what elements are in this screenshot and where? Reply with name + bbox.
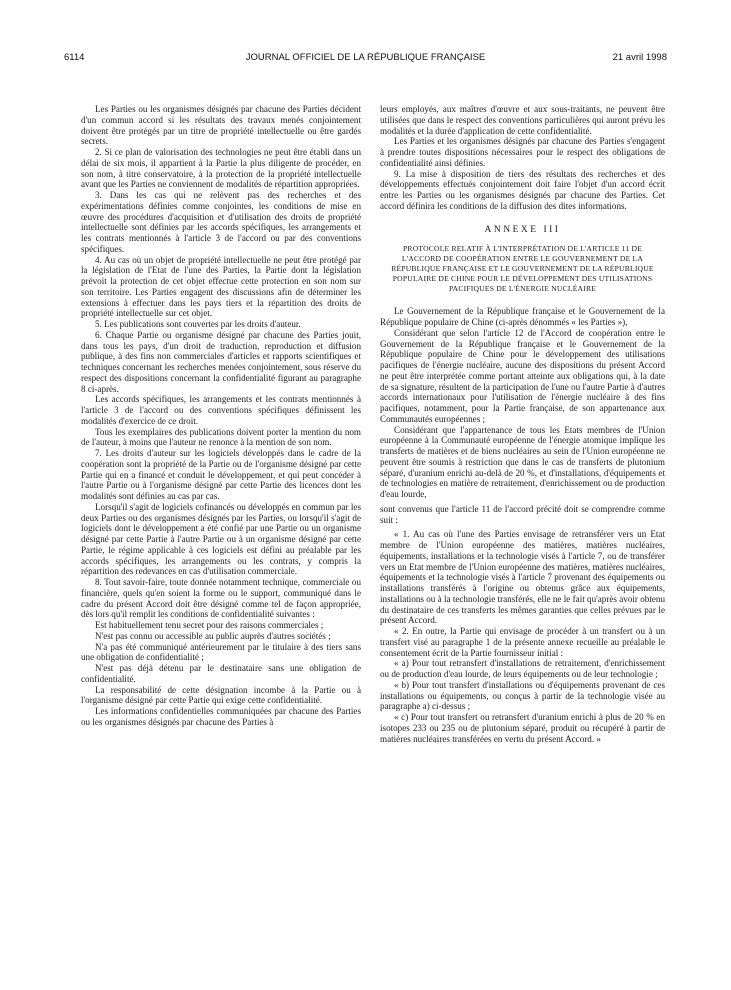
paragraph: 2. Si ce plan de valorisation des technologies ne peut être établi dans un délai de six mois, il appartient à la Partie la plus diligente de procéder, en son nom, à titre conservatoire, à la protection de la propriété intellectuelle avant que les Parties ne conviennent de modalités de répartition appropriées.: [81, 147, 361, 190]
journal-title: JOURNAL OFFICIEL DE LA RÉPUBLIQUE FRANÇAISE: [245, 52, 486, 63]
paragraph: sont convenus que l'article 11 de l'accord précité doit se comprendre comme suit :: [380, 503, 665, 525]
paragraph: « 2. En outre, la Partie qui envisage de procéder à un transfert ou à un transfert visé au paragraphe 1 de la présente annexe recueille au préalable le consentement écrit de la Partie fournisseur initial :: [380, 626, 665, 658]
paragraph: Lorsqu'il s'agit de logiciels cofinancés ou développés en commun par les deux Parties ou des organismes désignés par les Parties, ou lorsqu'il s'agit de logiciels dont le développement a été confié par une Partie ou un organisme désigné par cette Partie à l'autre Partie ou à un organisme désigné par cette Partie, le régime applicable à ces logiciels est défini au préalable par les accords spécifiques, les arrangements ou les contrats, y compris la répartition des redevances en cas d'utilisation commerciale.: [81, 501, 361, 577]
paragraph: 4. Au cas où un objet de propriété intellectuelle ne peut être protégé par la législation de l'Etat de l'une des Parties, la Partie dont la législation prévoit la protection de cet objet effectue cette protection en son nom sur son territoire. Les Parties engagent des discussions afin de déterminer les extensions à effectuer dans les pays tiers et la répartition des droits de propriété intellectuelle sur cet objet.: [81, 254, 361, 319]
paragraph: Les Parties et les organismes désignés par chacune des Parties s'engagent à prendre toutes dispositions nécessaires pour le respect des obligations de confidentialité ainsi définies.: [380, 136, 665, 168]
paragraph: leurs employés, aux maîtres d'œuvre et aux sous-traitants, ne peuvent être utilisées que dans le respect des conventions particulières qui auront prévu les modalités et la durée d'application de cette confidentialité.: [380, 104, 665, 136]
paragraph: 5. Les publications sont couvertes par les droits d'auteur.: [95, 319, 301, 329]
paragraph: La responsabilité de cette désignation incombe à la Partie ou à l'organisme désigné par cette Partie qui exige cette confidentialité.: [81, 684, 361, 706]
paragraph: Tous les exemplaires des publications doivent porter la mention du nom de l'auteur, à moins que l'auteur ne renonce à la mention de son nom.: [81, 426, 361, 448]
paragraph: Les Parties ou les organismes désignés par chacune des Parties décident d'un commun accord si les résultats des travaux menés conjointement doivent être protégés par un titre de propriété intellectuelle ou être gardés secrets.: [81, 104, 361, 147]
annex-title: ANNEXE III: [484, 224, 561, 235]
paragraph: 7. Les droits d'auteur sur les logiciels développés dans le cadre de la coopération sont la propriété de la Partie ou de l'organisme désigné par cette Partie qui en a financé et conduit le développement, et qui peut concéder à l'autre Partie ou à l'organisme désigné par cette Partie des licences dont les modalités sont définies au cas par cas.: [81, 448, 361, 501]
paragraph: « 1. Au cas où l'une des Parties envisage de retransférer vers un Etat membre de l'Union européenne des matières, matières nucléaires, équipements, installations et la technologie visés à l'article 7, ou de transférer vers un Etat membre de l'Union européenne des matières, matières nucléaires, équipements et la technologie visés à l'article 7 provenant des équipements ou installations transférés à l'origine ou obtenus grâce aux équipements, installations ou à la technologie transférés, elle ne le fait qu'après avoir obtenu du destinataire de ces transferts les mêmes garanties que celles prévues par le présent Accord.: [380, 529, 665, 626]
paragraph: « b) Pour tout transfert d'installations ou d'équipements provenant de ces installations ou équipements, ou conçus à partir de la technologie visée au paragraphe a) ci-dessus ;: [380, 679, 665, 712]
paragraph: Considérant que selon l'article 12 de l'Accord de coopération entre le Gouvernement de la République française et le Gouvernement de la République populaire de Chine pour le développement des utilisations pacifiques de l'énergie nucléaire, aucune des dispositions du présent Accord ne peut être interprétée comme portant atteinte aux obligations qui, à la date de sa signature, résultent de la participation de l'une ou l'autre Partie à d'autres accords internationaux pour l'utilisation de l'énergie nucléaire à des fins pacifiques, notamment, pour la Partie française, de son appartenance aux Communautés européennes ;: [380, 327, 665, 424]
paragraph: Considérant que l'appartenance de tous les Etats membres de l'Union européenne à la Communauté européenne de l'énergie atomique implique les transferts de matières et de biens nucléaires au sein de l'Union européenne ne peuvent être soumis à restriction que dans le cas de transferts de plutonium séparé, d'uranium enrichi au-delà de 20 %, et d'installations, d'équipements et de technologies en matière de retraitement, d'enrichissement ou de production d'eau lourde,: [380, 424, 665, 499]
left-column: [81, 104, 361, 728]
paragraph: 8. Tout savoir-faire, toute donnée notamment technique, commerciale ou financière, quels qu'en soient la forme ou le support, communiqué dans le cadre du présent Accord doit être désigné comme tel de façon appropriée, dès lors qu'il remplit les conditions de confidentialité suivantes :: [81, 577, 361, 620]
paragraph: N'est pas déjà détenu par le destinataire sans une obligation de confidentialité.: [81, 663, 361, 684]
paragraph: N'a pas été communiqué antérieurement par le titulaire à des tiers sans une obligation de confidentialité ;: [81, 641, 361, 663]
paragraph: Les accords spécifiques, les arrangements et les contrats mentionnés à l'article 3 de l'accord ou des conventions spécifiques définissent les modalités d'exercice de ce droit.: [81, 394, 361, 426]
page-number: 6114: [64, 52, 85, 63]
paragraph: Le Gouvernement de la République française et le Gouvernement de la République populaire de Chine (ci-après dénommés « les Parties »),: [380, 306, 665, 327]
paragraph: 6. Chaque Partie ou organisme désigné par chacune des Parties jouit, dans tous les pays, d'un droit de traduction, reproduction et diffusion publique, à des fins non commerciales d'articles et rapports scientifiques et techniques concernant les recherches menées conjointement, sous réserve du respect des dispositions concernant la confidentialité figurant au paragraphe 8 ci-après.: [81, 329, 361, 394]
paragraph: « c) Pour tout transfert ou retransfert d'uranium enrichi à plus de 20 % en isotopes 233 ou 235 ou de plutonium séparé, produit ou récupéré à partir de matières nucléaires transférées en vertu du présent Accord. »: [380, 712, 665, 744]
paragraph: Les informations confidentielles communiquées par chacune des Parties ou les organismes désignés par chacune des Parties à: [81, 706, 361, 727]
paragraph: Est habituellement tenu secret pour des raisons commerciales ;: [95, 620, 324, 630]
issue-date: 21 avril 1998: [612, 52, 667, 63]
page-header: [64, 52, 667, 66]
right-column: [380, 104, 665, 744]
paragraph: « a) Pour tout retransfert d'installations de retraitement, d'enrichissement ou de production d'eau lourde, de leurs équipements ou de leur technologie ;: [380, 658, 665, 679]
paragraph: 3. Dans les cas qui ne relèvent pas des recherches et des expérimentations définies comme conjointes, les conditions de mise en œuvre des procédures d'acquisition et d'utilisation des droits de propriété intellectuelle sont définies par les accords spécifiques, les arrangements et les contrats mentionnés à l'article 3 de l'accord ou par des conventions spécifiques.: [81, 190, 361, 254]
annex-subtitle: PROTOCOLE RELATIF À L'INTERPRÉTATION DE L'ARTICLE 11 DE L'ACCORD DE COOPÉRATION ENTRE LE GOUVERNEMENT DE LA RÉPUBLIQUE FRANÇAISE ET LE GOUVERNEMENT DE LA RÉPUBLIQUE POPULAIRE DE CHINE POUR LE DÉVELOPPEMENT DES UTILISATIONS PACIFIQUES DE L'ÉNERGIE NUCLÉAIRE: [391, 244, 654, 294]
paragraph: N'est pas connu ou accessible au public auprès d'autres sociétés ;: [95, 630, 331, 641]
paragraph: 9. La mise à disposition de tiers des résultats des recherches et des développements effectués conjointement doit faire l'objet d'un accord écrit entre les Parties ou les organismes désignés par chacune des Parties. Cet accord définira les conditions de la diffusion des dites informations.: [380, 168, 665, 211]
